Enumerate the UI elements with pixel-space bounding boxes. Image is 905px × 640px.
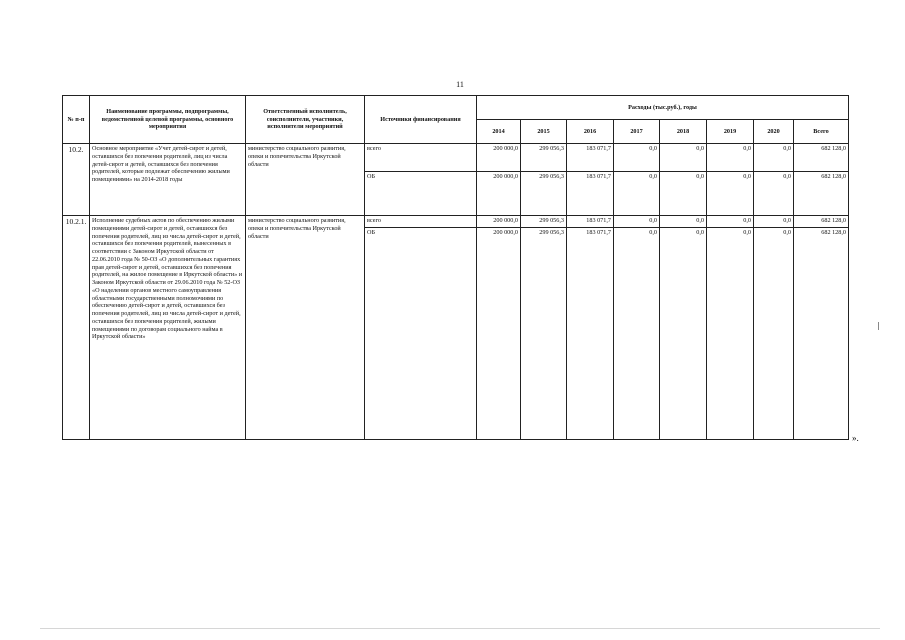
cell-value: 0,0 (614, 144, 660, 172)
cell-value: 0,0 (660, 172, 707, 216)
row-funding-source: ОБ (365, 228, 477, 440)
row-funding-source: всего (365, 144, 477, 172)
cell-total: 682 128,0 (794, 144, 849, 172)
cell-value: 299 056,3 (521, 228, 567, 440)
header-expenses: Расходы (тыс.руб.), годы (477, 96, 849, 120)
header-year: 2016 (567, 120, 614, 144)
header-year: 2019 (707, 120, 754, 144)
row-number: 10.2.1. (63, 216, 90, 440)
cell-value: 200 000,0 (477, 228, 521, 440)
row-funding-source: всего (365, 216, 477, 228)
row-executor: министерство социального развития, опеки и попечительства Иркутской области (246, 216, 365, 440)
cell-total: 682 128,0 (794, 216, 849, 228)
cell-value: 0,0 (707, 216, 754, 228)
cell-value: 183 071,7 (567, 172, 614, 216)
header-funding-source: Источники финансирования (365, 96, 477, 144)
cell-value: 183 071,7 (567, 228, 614, 440)
row-funding-source: ОБ (365, 172, 477, 216)
scan-artifact (878, 322, 879, 330)
cell-value: 0,0 (660, 144, 707, 172)
header-program-name: Наименование программы, подпрограммы, ведомственной целевой программы, основного мероприятия (90, 96, 246, 144)
cell-value: 200 000,0 (477, 172, 521, 216)
table-row (63, 216, 849, 228)
row-executor: министерство социального развития, опеки и попечительства Иркутской области (246, 144, 365, 216)
header-year: 2018 (660, 120, 707, 144)
cell-value: 0,0 (707, 172, 754, 216)
header-executor: Ответственный исполнитель, соисполнители, участники, исполнители мероприятий (246, 96, 365, 144)
header-total: Всего (794, 120, 849, 144)
row-program-name: Исполнение судебных актов по обеспечению жилыми помещениями детей-сирот и детей, оставшихся без попечения родителей, лиц из числа детей-сирот и детей, оставшихся без попечения родителей, вынесенных в соответствии с Законом Иркутской области от 22.06.2010 года № 50-ОЗ «О дополнительных гарантиях прав детей-сирот и детей, оставшихся без попечения родителей, на жилое помещение в Иркутской области» и Законом Иркутской области от 29.06.2010 года № 52-ОЗ «О наделении органов местного самоуправления областными государственными полномочиями по обеспечению детей-сирот и детей, оставшихся без попечения родителей, лиц из числа детей-сирот и детей, оставшихся без попечения родителей, жилыми помещениями по договорам социального найма в Иркутской области» (90, 216, 246, 440)
cell-total: 682 128,0 (794, 228, 849, 440)
cell-value: 0,0 (754, 216, 794, 228)
scan-edge-line (40, 628, 880, 629)
cell-value: 0,0 (707, 228, 754, 440)
cell-value: 0,0 (660, 228, 707, 440)
row-program-name: Основное мероприятие «Учет детей-сирот и детей, оставшихся без попечения родителей, лиц из числа детей-сирот и детей, оставшихся без попечения родителей, которые подлежат обеспечению жилыми помещениями» на 2014-2018 годы (90, 144, 246, 216)
cell-value: 183 071,7 (567, 216, 614, 228)
header-year: 2017 (614, 120, 660, 144)
header-number: № п-п (63, 96, 90, 144)
cell-value: 299 056,3 (521, 216, 567, 228)
cell-total: 682 128,0 (794, 172, 849, 216)
cell-value: 0,0 (660, 216, 707, 228)
cell-value: 0,0 (707, 144, 754, 172)
cell-value: 0,0 (614, 228, 660, 440)
cell-value: 200 000,0 (477, 144, 521, 172)
cell-value: 183 071,7 (567, 144, 614, 172)
header-year: 2014 (477, 120, 521, 144)
cell-value: 299 056,3 (521, 144, 567, 172)
row-number: 10.2. (63, 144, 90, 216)
header-year: 2020 (754, 120, 794, 144)
cell-value: 200 000,0 (477, 216, 521, 228)
cell-value: 299 056,3 (521, 172, 567, 216)
cell-value: 0,0 (754, 172, 794, 216)
cell-value: 0,0 (754, 144, 794, 172)
budget-table (62, 95, 849, 440)
header-year: 2015 (521, 120, 567, 144)
closing-quote-mark: ». (852, 433, 859, 443)
page-number: 11 (456, 80, 464, 89)
cell-value: 0,0 (614, 216, 660, 228)
cell-value: 0,0 (614, 172, 660, 216)
table-row (63, 144, 849, 172)
cell-value: 0,0 (754, 228, 794, 440)
